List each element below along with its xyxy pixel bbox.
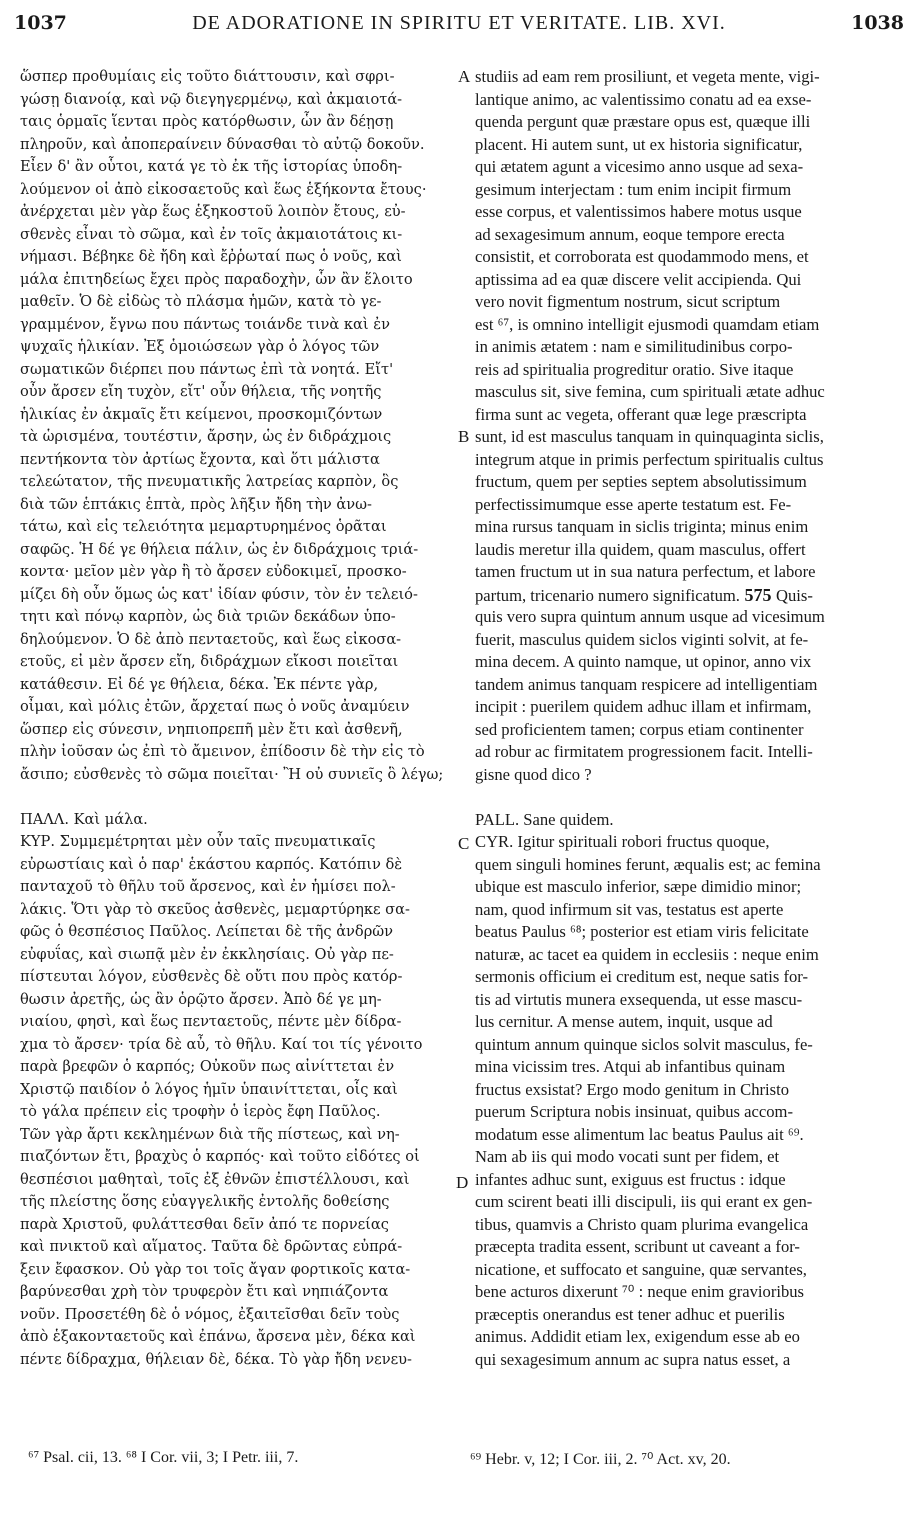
latin-column <box>475 66 907 1371</box>
text-line: placent. Hi autem sunt, ut ex historia significatur, <box>475 134 803 154</box>
text-line: οἶμαι, καὶ μόλις ἐτῶν, ἄρχεταί πως ὁ νοῦς ἀναμύειν <box>20 698 410 715</box>
text-line: ΠΑΛΛ. Καὶ μάλα. <box>20 810 148 828</box>
text-line: fructum, quem per septies septem absolutissimum <box>475 472 807 491</box>
text-line: σθενὲς εἶναι τὸ σῶμα, καὶ ἐν τοῖς ἀκμαιοτάτοις κι- <box>20 225 403 243</box>
text-line: consistit, et corroborata est quodammodo mens, et <box>475 247 809 266</box>
text-line: præceptis onerandus est tener adhuc et puerilis <box>475 1304 785 1324</box>
text-line: νήμασι. Βέβηκε δὲ ἤδη καὶ ἔῤῥωταί πως ὁ νοῦς, καὶ <box>20 248 402 265</box>
text-line: ἀνέρχεται μὲν γὰρ ἕως ἑξηκοστοῦ λοιπὸν ἔτους, εὐ- <box>20 203 406 220</box>
text-line: gesimum interjectam : tum enim incipit firmum <box>475 179 792 199</box>
text-line: quenda pergunt quæ præstare opus est, quæque illi <box>475 112 811 131</box>
speaker-break <box>20 786 458 809</box>
text-line: πίστευται λόγον, εὐσθενὲς δὲ οὔτι που πρὸς κατόρ- <box>20 968 403 985</box>
text-line: incipit : puerilem quidem adhuc illam et infirmam, <box>475 697 812 716</box>
text-line: θωσιν ἀρετῆς, ὡς ἂν ὁρῷτο ἄρσεν. Ἀπὸ δέ γε μη- <box>20 990 382 1008</box>
text-line: τάτω, καὶ εἰς τελειότητα μεμαρτυρημένος ὁρᾶται <box>20 518 387 535</box>
column-page-number-tail: Quis- <box>775 585 813 605</box>
text-line: εὐφυΐας, καὶ σιωπᾷ μὲν ἐν ἐκκλησίαις. Οὐ γὰρ πε- <box>20 945 394 963</box>
text-line: mina decem. A quinto namque, ut opinor, anno vix <box>475 652 812 671</box>
text-line: δηλούμενον. Ὁ δὲ ἀπὸ πενταετοῦς, καὶ ἕως εἰκοσα- <box>20 630 402 648</box>
text-line: est ⁶⁷, is omnino intelligit ejusmodi quamdam etiam <box>475 314 820 334</box>
text-line: naturæ, ac tacet ea quidem in ecclesiis : neque enim <box>475 944 819 964</box>
text-line: πληροῦν, καὶ ἀποπεραίνειν δύνασθαι τὸ αὐτῷ δοκοῦν. <box>20 135 425 153</box>
text-line: bene acturos dixerunt ⁷⁰ : neque enim gravioribus <box>475 1282 805 1301</box>
text-line: fuerit, masculus quidem siclos viginti solvit, at fe- <box>475 629 809 649</box>
text-line: ad sexagesimum annum, eoque tempore erecta <box>475 224 785 244</box>
greek-column <box>20 66 458 1371</box>
text-line: infantes adhuc sunt, exiguus est fructus : idque <box>475 1169 786 1189</box>
text-line: vero novit figmentum nostrum, sicut scriptum <box>475 292 781 311</box>
text-line: Nam ab iis qui modo vocati sunt per fidem, et <box>475 1147 780 1166</box>
text-line: CYR. Igitur spirituali robori fructus quoque, <box>475 832 770 851</box>
text-line: τὸ γάλα πρέπειν εἰς τροφὴν ὁ ἱερὸς ἔφη Παῦλος. <box>20 1103 381 1120</box>
text-line: νοῦν. Προσετέθη δὲ ὁ νόμος, ἐξαιτεῖσθαι δεῖν τοὺς <box>20 1305 400 1323</box>
text-line: Χριστῷ παιδίον ὁ λόγος ἡμῖν ὑπαινίττεται, οἷς καὶ <box>20 1080 398 1098</box>
running-header <box>14 8 904 38</box>
text-line: tandem animus tanquam respicere ad intelligentiam <box>475 674 818 694</box>
text-line: studiis ad eam rem prosiliunt, et vegeta mente, vigi- <box>475 67 820 86</box>
text-line: πλὴν ἰοῦσαν ὡς ἐπὶ τὸ ἄμεινον, ἐπίδοσιν δὲ τὴν εἰς τὸ <box>20 743 425 760</box>
text-line: οὖν ἄρσεν εἴη τυχὸν, εἴτ' οὖν θήλεια, τῆς νοητῆς <box>20 383 382 400</box>
text-line: σαφῶς. Ἡ δέ γε θήλεια πάλιν, ὡς ἐν διδράχμοις τριά- <box>20 540 419 558</box>
text-line: ετοῦς, εἰ μὲν ἄρσεν εἴη, διδράχμων εἴκοσι ποιεῖται <box>20 653 399 670</box>
text-line: Τῶν γὰρ ἄρτι κεκλημένων διὰ τῆς πίστεως, καὶ νη- <box>20 1125 400 1143</box>
text-line: qui ætatem agunt a vicesimo anno usque ad sexa- <box>475 157 804 176</box>
text-line: ταις ὁρμαῖς ἵενται πρὸς κατόρθωσιν, ὧν ἂν δέῃσῃ <box>20 113 394 130</box>
text-line: γώσῃ διανοίᾳ, καὶ νῷ διεγηγερμένῳ, καὶ ἀκμαιοτά- <box>20 90 403 108</box>
text-line: ὥσπερ εἰς σύνεσιν, νηπιοπρεπῆ μὲν ἔτι καὶ ἀσθενῆ, <box>20 720 403 738</box>
text-line: quintum annum quinque siclos solvit masculus, fe- <box>475 1034 813 1054</box>
text-line: ὥσπερ προθυμίαις εἰς τοῦτο διάττουσιν, καὶ σφρι- <box>20 68 395 85</box>
text-line: quis vero supra quintum annum usque ad vicesimum <box>475 607 825 626</box>
text-line: tibus, quamvis a Christo quam plurima evangelica <box>475 1214 809 1234</box>
text-line: partum, tricenario numero significatum. 575 Quis- <box>475 584 813 605</box>
footnotes-right: ⁶⁹ Hebr. v, 12; I Cor. iii, 2. ⁷⁰ Act. xv, 20. <box>470 1451 731 1468</box>
text-line: fructus exsistat? Ergo modo genitum in Christo <box>475 1079 790 1099</box>
page-number-right: 1038 <box>851 12 904 34</box>
text-line: σωματικῶν διέρπει που πάντως ἐπὶ τὰ νοητά. Εἴτ' <box>20 360 394 378</box>
margin-marker-a: A <box>458 67 471 86</box>
text-line: ΚΥΡ. Συμμεμέτρηται μὲν οὖν ταῖς πνευματικαῖς <box>20 833 376 850</box>
text-line: κατάθεσιν. Εἰ δέ γε θήλεια, δέκα. Ἐκ πέντε γὰρ, <box>20 675 379 693</box>
text-line: τελεώτατον, τῆς πνευματικῆς λατρείας καρπὸν, ὃς <box>20 473 399 490</box>
text-line: in animis ætatem : nam e similitudinibus corpo- <box>475 337 793 356</box>
text-line: τῆς πλείστης ὅσης εὐαγγελικῆς ἐντολῆς δοθείσης <box>20 1193 390 1210</box>
text-line: mina rursus tanquam in siclis triginta; minus enim <box>475 517 809 536</box>
margin-marker-d: D <box>456 1173 469 1192</box>
text-line: mina vicissim tres. Atqui ab infantibus quinam <box>475 1057 786 1076</box>
text-line: μίζει δὴ οὖν ὅμως ὡς κατ' ἰδίαν φύσιν, τὸν ἐν τελειό- <box>20 585 418 603</box>
text-line: nicatione, et suffocato et sanguine, quæ servantes, <box>475 1259 807 1279</box>
text-line: modatum esse alimentum lac beatus Paulus ait ⁶⁹. <box>475 1124 804 1144</box>
text-line: ψυχαῖς ἡλικίαν. Ἐξ ὁμοιώσεων γὰρ ὁ λόγος τῶν <box>20 338 380 355</box>
text-line: puerum Scriptura nobis insinuat, quibus accom- <box>475 1102 793 1121</box>
text-line: aptissima ad ea quæ discere velit accipienda. Qui <box>475 269 802 289</box>
text-line: gisne quod dico ? <box>475 764 592 784</box>
text-line: perfectissimumque esse aperte testatum est. Fe- <box>475 494 792 514</box>
text-line: μάλα ἐπιτηδείως ἔχει πρὸς παραδοχὴν, ὧν ἂν ἕλοιτο <box>20 270 413 288</box>
text-line: Εἶεν δ' ἂν οὗτοι, κατά γε τὸ ἐκ τῆς ἱστορίας ὑποδη- <box>20 158 403 175</box>
text-line: esse corpus, et valentissimos habere motus usque <box>475 202 802 221</box>
text-line: λάκις. Ὅτι γὰρ τὸ σκεῦος ἀσθενὲς, μεμαρτύρηκε σα- <box>20 900 410 918</box>
text-line: ἀπὸ ἑξακονταετοῦς καὶ ἐπάνω, ἄρσενα μὲν, δέκα καὶ <box>20 1328 416 1345</box>
text-line: εὐρωστίαις καὶ ὁ παρ' ἑκάστου καρπός. Κατόπιν δὲ <box>20 855 403 873</box>
text-line: beatus Paulus ⁶⁸; posterior est etiam viris felicitate <box>475 922 809 941</box>
text-line: τητι καὶ πόνῳ καρπὸν, ὡς διὰ τριῶν δεκάδων ὑπο- <box>20 608 396 625</box>
text-line: PALL. Sane quidem. <box>475 809 614 829</box>
footnotes-left: ⁶⁷ Psal. cii, 13. ⁶⁸ I Cor. vii, 3; I Petr. iii, 7. <box>28 1449 299 1466</box>
running-title: DE ADORATIONE IN SPIRITU ET VERITATE. LIB. XVI. <box>192 12 726 34</box>
text-line: πέντε δίδραχμα, θήλειαν δὲ, δέκα. Τὸ γὰρ ἤδη νενευ- <box>20 1350 412 1368</box>
text-line: ἄσιπο; εὐσθενὲς τὸ σῶμα ποιεῖται· Ἢ οὐ συνιεῖς ὃ λέγω; <box>20 765 444 783</box>
text-line: θεσπέσιοι μαθηταὶ, τοῖς ἐξ ἐθνῶν ἐπιστέλλουσι, καὶ <box>20 1170 410 1188</box>
text-line: sunt, id est masculus tanquam in quinquaginta siclis, <box>475 427 824 446</box>
text-line: animus. Addidit etiam lex, exigendum esse ab eo <box>475 1327 800 1346</box>
text-line: φῶς ὁ θεσπέσιος Παῦλος. Λείπεται δὲ τῆς ἀνδρῶν <box>20 923 394 940</box>
text-line: nam, quod infirmum sit vas, testatus est aperte <box>475 899 784 919</box>
text-line: πανταχοῦ τὸ θῆλυ τοῦ ἄρσενος, καὶ ἐν ἡμίσει πολ- <box>20 878 396 895</box>
text-line: qui sexagesimum annum ac supra natus esset, a <box>475 1349 791 1369</box>
text-line: παρὰ Χριστοῦ, φυλάττεσθαι δεῖν ἀπό τε πορνείας <box>20 1215 389 1233</box>
speaker-break <box>475 786 907 809</box>
margin-marker-c: C <box>458 834 470 853</box>
text-line: integrum atque in primis perfectum spiritualis cultus <box>475 449 824 469</box>
text-line: λούμενον οἱ ἀπὸ εἰκοσαετοῦς καὶ ἕως ἑξήκοντα ἔτους· <box>20 180 427 198</box>
text-line: quem singuli homines ferunt, æqualis est; ac femina <box>475 854 821 874</box>
text-line: παρὰ βρεφῶν ὁ καρπός; Οὐκοῦν πως αἰνίττεται ἐν <box>20 1058 395 1075</box>
text-line: laudis meretur illa quidem, quam masculus, offert <box>475 539 806 559</box>
text-line: γραμμένον, ἔγνω που πάντως τοιάνδε τινὰ καὶ ἐν <box>20 315 390 333</box>
text-line: masculus sit, sive femina, cum spirituali ætate adhuc <box>475 382 825 401</box>
text-line: tamen fructum ut in sua natura perfectum, et labore <box>475 562 816 581</box>
column-page-number: 575 <box>739 584 776 605</box>
text-line: lus cernitur. A mense autem, inquit, usque ad <box>475 1012 773 1031</box>
margin-marker-b: B <box>458 427 470 446</box>
text-line: τὰ ὡρισμένα, τουτέστιν, ἄρσην, ὡς ἐν διδράχμοις <box>20 428 392 445</box>
text-line: πεντήκοντα τὸν ἀρτίως ἔχοντα, καὶ ὅτι μάλιστα <box>20 450 380 468</box>
text-line: μαθεῖν. Ὁ δὲ εἰδὼς τὸ πλάσμα ἡμῶν, κατὰ τὸ γε- <box>20 293 382 310</box>
text-line: cum scirent beati illi discipuli, iis qui erant ex gen- <box>475 1192 813 1211</box>
text-line: ξειν ἔφασκον. Οὐ γὰρ τοι τοῖς ἄγαν φορτικοῖς κατα- <box>20 1260 411 1278</box>
text-line: reis ad spiritualia progreditur oratio. Sive itaque <box>475 359 794 379</box>
text-line: sed proficientem tamen; corpus etiam continenter <box>475 719 804 739</box>
text-line: κοντα· μεῖον μὲν γὰρ ἢ τὸ ἄρσεν εὐδοκιμεῖ, προσκο- <box>20 563 407 580</box>
text-line: διὰ τῶν ἑπτάκις ἑπτὰ, πρὸς λῆξιν ἤδη τὴν ἀνω- <box>20 495 372 513</box>
text-line: ubique est masculo inferior, sæpe dimidio minor; <box>475 877 802 896</box>
text-line: tis ad virtutis munera exsequenda, ut esse mascu- <box>475 989 803 1009</box>
text-line: ad robur ac firmitatem progressionem facit. Intelli- <box>475 742 813 761</box>
text-line: firma sunt ac vegeta, offerant quæ lege præscripta <box>475 404 807 424</box>
text-line: ἡλικίας ἐν ἀκμαῖς ἔτι κείμενοι, προσκομιζόντων <box>20 405 383 423</box>
text-line: χμα τὸ ἄρσεν· τρία δὲ αὖ, τὸ θῆλυ. Καί τοι τίς γένοιτο <box>20 1035 423 1053</box>
text-line: νιαίου, φησὶ, καὶ ἕως πενταετοῦς, πέντε μὲν δίδρα- <box>20 1013 402 1030</box>
text-line: βαρύνεσθαι χρὴ τὸν τρυφερὸν ἔτι καὶ νηπιάζοντα <box>20 1283 389 1300</box>
page-number-left: 1037 <box>14 12 67 34</box>
text-line: sermonis officium ei creditum est, neque satis for- <box>475 967 808 986</box>
text-line: πιαζόντων ἔτι, βραχὺς ὁ καρπός· καὶ τοῦτο εἰδότες οἱ <box>20 1148 420 1165</box>
text-line: præcepta tradita essent, scribunt ut caveant a for- <box>475 1237 800 1256</box>
text-line: lantique animo, ac valentissimo conatu ad ea exse- <box>475 89 812 109</box>
text-line: καὶ πνικτοῦ καὶ αἵματος. Ταῦτα δὲ δρῶντας εὐπρά- <box>20 1238 403 1255</box>
